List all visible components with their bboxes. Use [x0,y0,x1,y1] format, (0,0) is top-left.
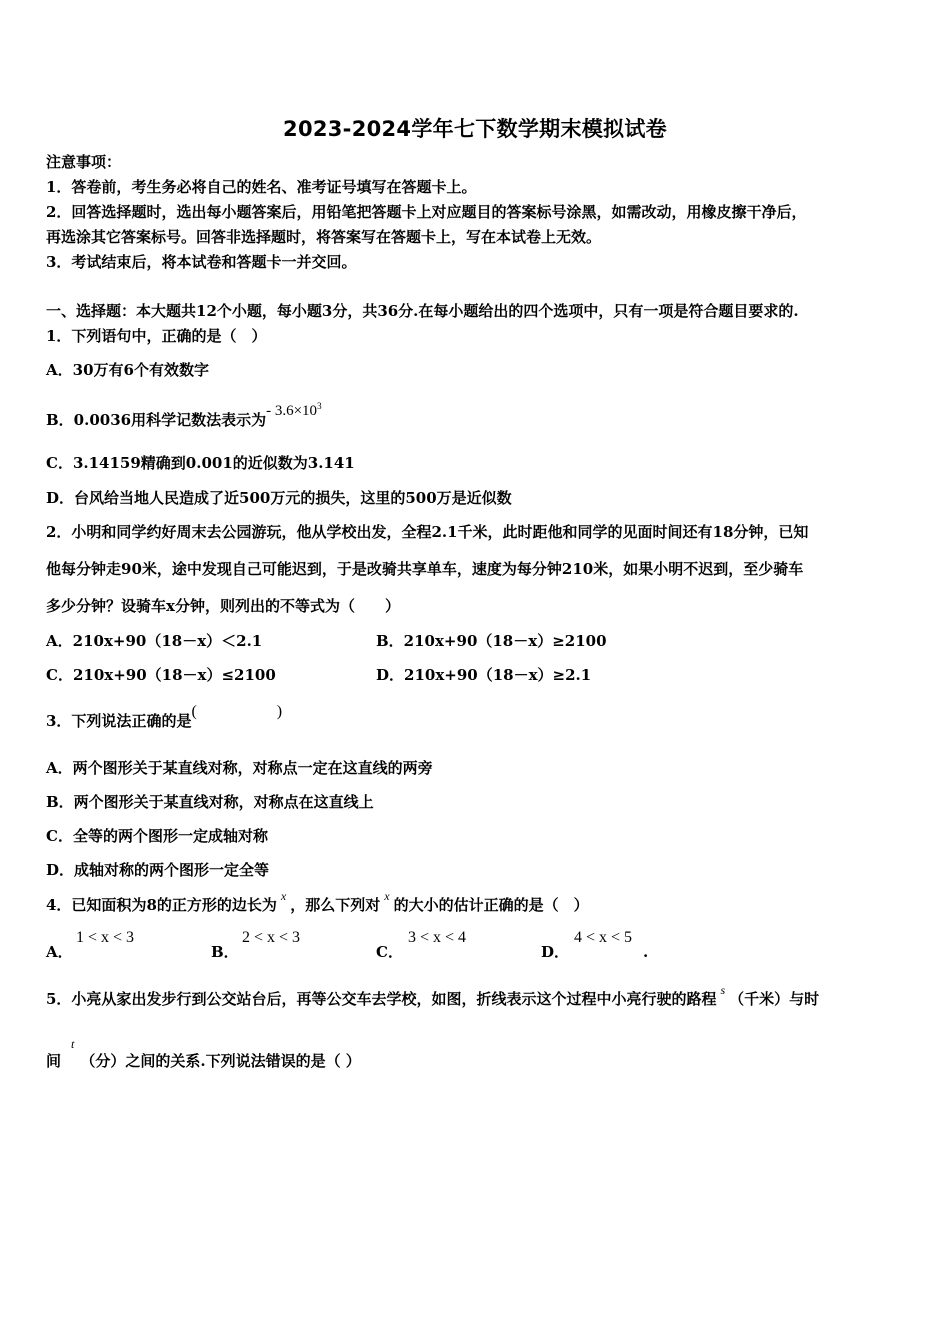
q1-option-a: A．30万有6个有效数字 [46,361,209,379]
q4-option-d-label: D． [541,943,570,961]
q4-option-b-label: B． [211,943,239,961]
q2-line-3: 多少分钟？设骑车x分钟，则列出的不等式为（ ） [46,597,400,615]
q1-option-b [46,401,322,431]
q3-option-b: B．两个图形关于某直线对称，对称点在这直线上 [46,793,374,811]
q4-var-x-2: x [384,889,390,903]
q3-option-c: C．全等的两个图形一定成轴对称 [46,827,268,845]
q2-option-c: C．210x+90（18－x）≤2100 [46,666,276,684]
page-title: 2023-2024学年七下数学期末模拟试卷 [283,117,667,141]
q4-stem-part-c: 的大小的估计正确的是（ ） [393,896,589,914]
q5-stem-part-a: 5．小亮从家出发步行到公交站台后，再等公交车去学校，如图，折线表示这个过程中小亮行驶的路程 [46,990,717,1008]
q3-parentheses: ( ) [191,703,321,720]
q4-option-a-label: A． [46,943,73,961]
q5-line-2 [46,1037,361,1072]
q1-option-b-exponent: 3 [317,401,322,411]
q2-line-2: 他每分钟走90米，途中发现自己可能迟到，于是改骑共享单车，速度为每分钟210米，如果小明不迟到，至少骑车 [46,560,804,578]
notice-item-2-cont: 再选涂其它答案标号。回答非选择题时，将答案写在答题卡上，写在本试卷上无效。 [46,228,602,246]
q3-stem [46,703,321,732]
q4-option-c: 3 < x < 4 [408,929,467,946]
q1-option-b-text: B．0.0036用科学记数法表示为 [46,411,267,429]
q2-option-b: B．210x+90（18－x）≥2100 [376,632,607,650]
q4-stem [46,889,589,916]
q4-option-b: 2 < x < 3 [242,929,301,946]
q5-stem-part-b: （千米）与时 [729,990,820,1008]
q4-option-d: 4 < x < 5 [574,929,633,946]
q5-var-s: s [720,983,726,997]
q4-var-x: x [280,889,287,903]
q5-line-1 [46,983,820,1010]
q5-stem-part-d: （分）之间的关系.下列说法错误的是（ ） [80,1052,361,1070]
notice-item-1: 1．答卷前，考生务必将自己的姓名、准考证号填写在答题卡上。 [46,178,477,196]
q4-stem-part-a: 4．已知面积为8的正方形的边长为 [46,896,277,914]
notice-item-2: 2．回答选择题时，选出每小题答案后，用铅笔把答题卡上对应题目的答案标号涂黑，如需改动，用橡皮擦干净后， [46,203,807,221]
q2-line-1: 2．小明和同学约好周末去公园游玩，他从学校出发，全程2.1千米，此时距他和同学的见面时间还有18分钟，已知 [46,523,809,541]
notice-item-3: 3．考试结束后，将本试卷和答题卡一并交回。 [46,253,357,271]
q1-option-b-math: - $3.6\times 10^3$ [266,401,322,419]
q2-option-d: D．210x+90（18－x）≥2.1 [376,666,592,684]
q5-stem-part-c: 间 [46,1052,62,1070]
q2-option-a: A．210x+90（18－x）＜2.1 [46,632,263,650]
q1-option-d: D．台风给当地人民造成了近500万元的损失，这里的500万是近似数 [46,489,512,507]
q3-option-a: A．两个图形关于某直线对称，对称点一定在这直线的两旁 [46,759,433,777]
notice-heading: 注意事项： [46,153,122,171]
q1-stem: 1．下列语句中，正确的是（ ） [46,327,267,345]
section-heading: 一、选择题：本大题共12个小题，每小题3分，共36分.在每小题给出的四个选项中，只有一项是符合题目要求的. [46,302,799,320]
q3-option-d: D．成轴对称的两个图形一定全等 [46,861,270,879]
q5-var-t: t [71,1037,75,1051]
q4-end-period: . [643,943,649,961]
q1-option-c: C．3.14159精确到0.001的近似数为3.141 [46,454,355,472]
q3-stem-text: 3．下列说法正确的是 [46,712,192,730]
q4-option-c-label: C． [376,943,403,961]
q4-option-a: 1 < x < 3 [76,929,135,946]
q4-stem-part-b: ，那么下列对 [290,896,381,914]
